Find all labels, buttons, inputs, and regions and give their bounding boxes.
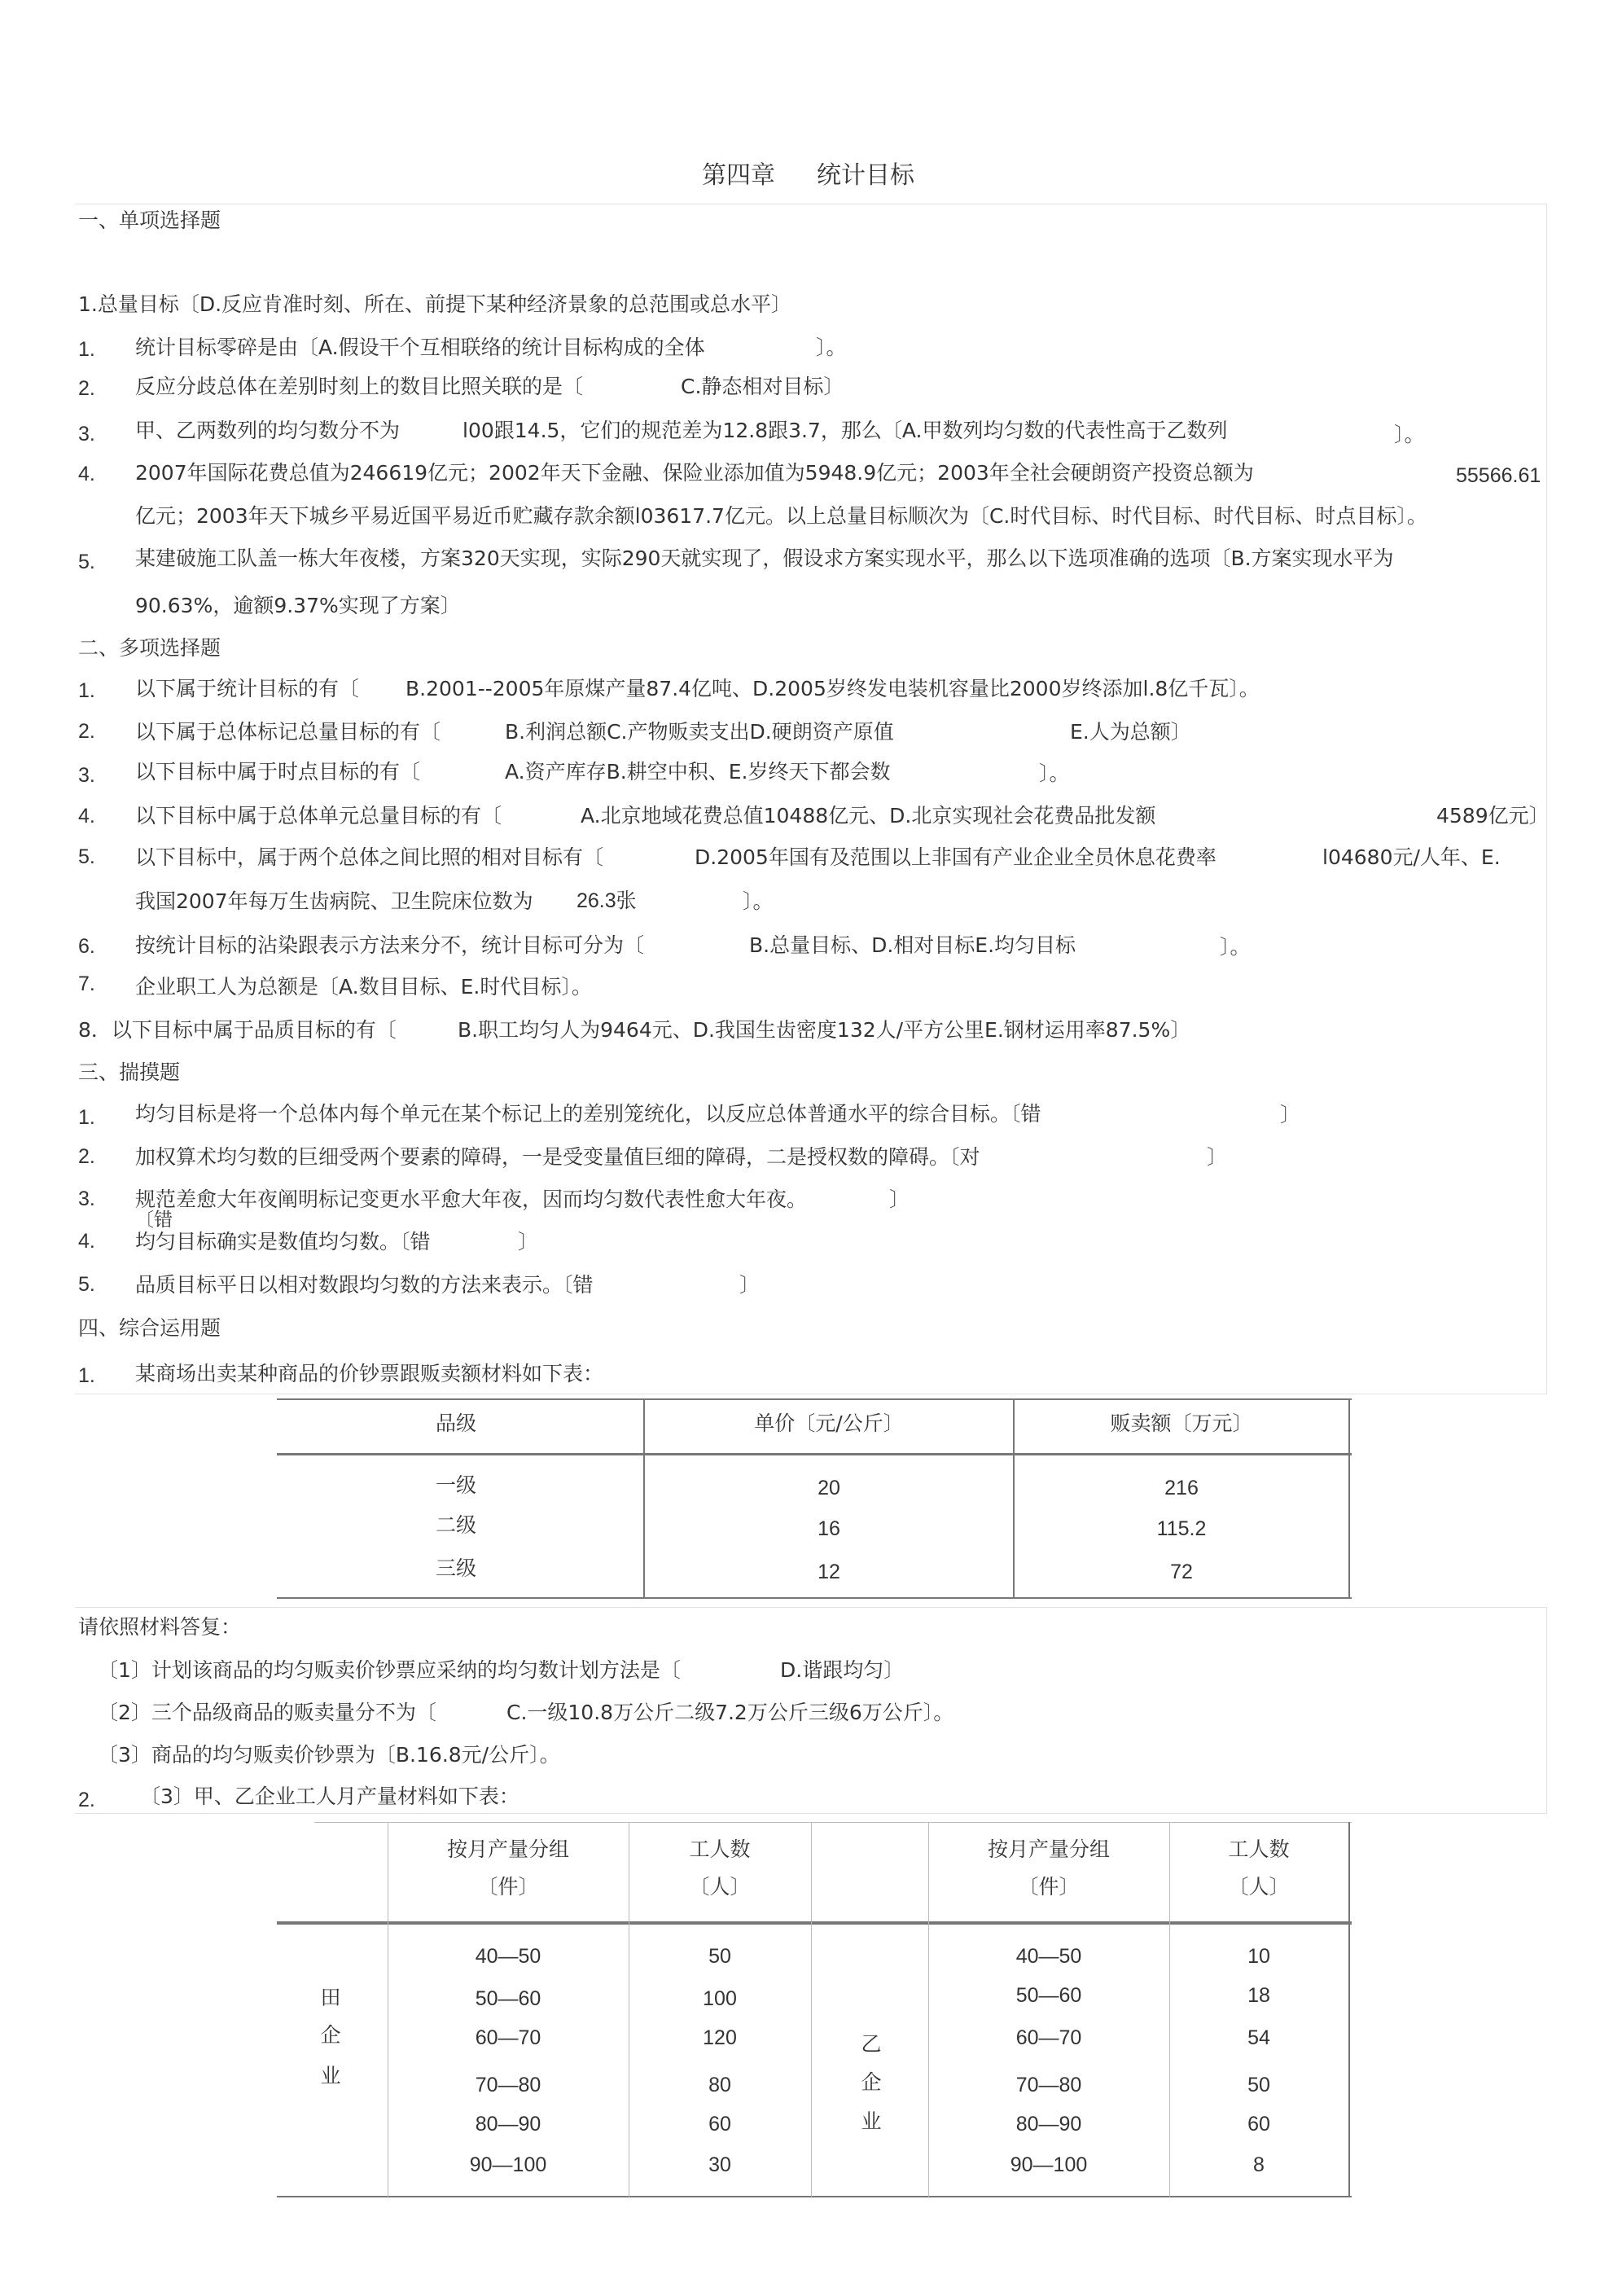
question-close: 〕。: [1394, 423, 1425, 446]
table-cell: 8: [1253, 2153, 1265, 2176]
question-number: 2.: [78, 377, 95, 400]
table-header: 工人数: [689, 1837, 751, 1861]
question-number: 1.: [78, 1364, 95, 1387]
question-text: 某建破施工队盖一栋大年夜楼，方案320天实现，实际290天就实现了，假设求方案实现水平，那么以下选项准确的选项〔B.方案实现水平为: [135, 547, 1394, 570]
question-answer: l04680元/人年、E.: [1322, 845, 1501, 869]
question-number: 1.: [78, 1106, 95, 1129]
question-number: 4.: [78, 805, 95, 828]
table-cell: 216: [1164, 1477, 1199, 1499]
question-text: 统计目标零碎是由〔A.假设干个互相联络的统计目标构成的全体: [135, 336, 705, 359]
question-number: 7.: [78, 972, 95, 995]
question-number: 2.: [78, 1789, 95, 1811]
table-cell: 90—100: [469, 2153, 547, 2176]
answer-text: 〔3〕商品的均匀贩卖价钞票为〔B.16.8元/公斤〕。: [98, 1743, 560, 1767]
question-number: 5.: [78, 845, 95, 868]
question-close: 〕: [739, 1273, 761, 1297]
table-cell: 50: [1247, 2074, 1270, 2096]
question-text: 以下属于统计目标的有〔: [135, 677, 360, 700]
question-text: 以下目标中属于总体单元总量目标的有〔: [135, 804, 502, 828]
table-header: 单价〔元/公斤〕: [754, 1411, 904, 1435]
table-cell: 60—70: [1015, 2026, 1082, 2049]
table-cell: 20: [818, 1477, 840, 1499]
question-answer: 〔错: [135, 1209, 173, 1231]
question-number: 3.: [78, 423, 95, 446]
table-cell: 70—80: [1015, 2074, 1082, 2096]
table-cell: 60: [708, 2113, 731, 2136]
section-heading-judgment: 三、揣摸题: [78, 1060, 181, 1084]
question-text: 加权算术均匀数的巨细受两个要素的障碍，一是受变量值巨细的障碍，二是授权数的障碍。〔对: [135, 1145, 980, 1169]
question-text: 8．以下目标中属于品质目标的有〔: [78, 1018, 397, 1042]
table-cell: 80—90: [475, 2113, 541, 2136]
table-cell: 115.2: [1156, 1517, 1207, 1540]
table-cell: 30: [708, 2153, 731, 2176]
question-text: 〔3〕甲、乙企业工人月产量材料如下表：: [140, 1785, 519, 1808]
question-close: 〕。: [1039, 762, 1070, 785]
answer-text: 〔1〕计划该商品的均匀贩卖价钞票应采纳的均匀数计划方法是〔: [98, 1658, 681, 1682]
table-cell: 60: [1247, 2113, 1270, 2136]
table-header: 工人数: [1228, 1837, 1290, 1861]
chapter-title: 统计目标: [817, 161, 914, 190]
question-close: 〕。: [743, 889, 774, 913]
question-text: 均匀目标确实是数值均匀数。〔错: [135, 1230, 431, 1253]
question-answer: C.静态相对目标〕: [681, 375, 844, 398]
question-answer: B.总量目标、D.相对目标E.均匀目标: [749, 933, 1076, 957]
table-cell: 50—60: [475, 1987, 541, 2010]
question-answer: A.北京地域花费总值10488亿元、D.北京实现社会花费品批发额: [581, 804, 1156, 828]
table-header: 按月产量分组: [446, 1837, 569, 1861]
table-cell: 72: [1170, 1561, 1193, 1583]
table-cell: 三级: [435, 1556, 476, 1580]
question-text: 55566.61: [1456, 464, 1541, 487]
question-text: 企业职工人为总额是〔A.数目目标、E.时代目标〕。: [135, 975, 592, 999]
table-header: 按月产量分组: [987, 1837, 1110, 1861]
question-text: 亿元；2003年天下城乡平易近国平易近币贮藏存款余额l03617.7亿元。以上总量目标顺次为〔C.时代目标、时代目标、时代目标、时点目标〕。: [135, 504, 1427, 528]
question-number: 4.: [78, 463, 95, 485]
table-header-unit: 〔人〕: [1228, 1875, 1290, 1899]
table-cell: 一级: [435, 1473, 476, 1497]
question-close: 〕: [889, 1188, 910, 1211]
question-text: 反应分歧总体在差别时刻上的数目比照关联的是〔: [135, 375, 584, 398]
table-cell: 16: [818, 1517, 840, 1540]
answer-choice: D.谐跟均匀〕: [780, 1658, 905, 1682]
question-text: 均匀目标是将一个总体内每个单元在某个标记上的差别笼统化，以反应总体普通水平的综合目标。〔错: [135, 1102, 1041, 1126]
table-cell: 50—60: [1015, 1984, 1082, 2007]
question-number: 1.: [78, 338, 95, 361]
question-text: 以下目标中，属于两个总体之间比照的相对目标有〔: [135, 845, 604, 869]
table-cell: 60—70: [475, 2026, 541, 2049]
section-heading-comprehensive: 四、综合运用题: [78, 1316, 221, 1340]
question-answer: B.2001--2005年原煤产量87.4亿吨、D.2005岁终发电装机容量比2000岁终添加l.8亿千瓦〕。: [406, 677, 1260, 700]
question-answer: 26.3张: [576, 889, 637, 912]
table-cell: 54: [1247, 2026, 1270, 2049]
table-cell: 10: [1247, 1945, 1270, 1968]
section-heading-single-choice: 一、单项选择题: [78, 209, 221, 232]
question-number: 5.: [78, 1273, 95, 1296]
question-close: 〕: [1280, 1103, 1301, 1126]
table-cell: 12: [818, 1561, 840, 1583]
table-cell: 40—50: [475, 1945, 541, 1968]
question-text: 以下属于总体标记总量目标的有〔: [135, 720, 441, 744]
question-close: 〕: [518, 1230, 539, 1253]
table-cell: 40—50: [1015, 1945, 1082, 1968]
question-text: 我国2007年每万生齿病院、卫生院床位数为: [135, 889, 533, 913]
question-text: 按统计目标的沾染跟表示方法来分不，统计目标可分为〔: [135, 933, 645, 957]
question-text: 某商场出卖某种商品的价钞票跟贩卖额材料如下表：: [135, 1362, 604, 1385]
question-number: 3.: [78, 764, 95, 787]
table-cell: 120: [703, 2026, 737, 2049]
chapter-number: 第四章: [702, 161, 775, 190]
question-number: 3.: [78, 1188, 95, 1210]
question-text: 90.63%，逾额9.37%实现了方案〕: [135, 594, 461, 617]
question-number: 2.: [78, 720, 95, 743]
table-header-unit: 〔件〕: [477, 1875, 539, 1899]
table-header-unit: 〔人〕: [689, 1875, 751, 1899]
question-text: 甲、乙两数列的均匀数分不为: [135, 419, 401, 442]
table-header: 贩卖额〔万元〕: [1110, 1411, 1253, 1435]
table-cell: 70—80: [475, 2074, 541, 2096]
question-close: 〕。: [1220, 935, 1251, 959]
question-close: 〕: [1207, 1145, 1228, 1169]
question-text: 品质目标平日以相对数跟均匀数的方法来表示。〔错: [135, 1273, 594, 1297]
question-answer: E.人为总额〕: [1070, 720, 1191, 744]
table-header: 品级: [435, 1411, 476, 1435]
question-text: 规范差愈大年夜阐明标记变更水平愈大年夜，因而均匀数代表性愈大年夜。: [135, 1188, 808, 1211]
table-cell: 50: [708, 1945, 731, 1968]
table-cell: 80: [708, 2074, 731, 2096]
question-number: 2.: [78, 1145, 95, 1168]
question-answer: D.2005年国有及范围以上非国有产业企业全员休息花费率: [695, 845, 1216, 869]
table-cell: 90—100: [1010, 2153, 1088, 2176]
enterprise-a-label: 田: [320, 1986, 341, 2009]
question-text: l00跟14.5，它们的规范差为12.8跟3.7，那么〔A.甲数列均匀数的代表性高于乙数列: [462, 419, 1228, 442]
table-header-unit: 〔件〕: [1018, 1875, 1080, 1899]
section-heading-multi-choice: 二、多项选择题: [78, 636, 221, 660]
answer-text: 〔2〕三个品级商品的贩卖量分不为〔: [98, 1701, 436, 1724]
enterprise-b-label: 企: [861, 2070, 882, 2094]
question-number: 1.: [78, 679, 95, 702]
question-number: 5.: [78, 551, 95, 573]
single-choice-intro: 1.总量目标〔D.反应肯准时刻、所在、前提下某种经济景象的总范围或总水平〕: [78, 292, 792, 316]
question-answer: 4589亿元〕: [1436, 804, 1550, 828]
question-number: 4.: [78, 1230, 95, 1253]
enterprise-a-label: 业: [320, 2064, 341, 2087]
table-cell: 18: [1247, 1984, 1270, 2007]
enterprise-a-label: 企: [320, 2023, 341, 2047]
enterprise-b-label: 业: [861, 2109, 882, 2133]
table-cell: 80—90: [1015, 2113, 1082, 2136]
question-answer: A.资产库存B.耕空中积、E.岁终天下都会数: [505, 760, 891, 784]
question-number: 6.: [78, 935, 95, 958]
question-close: 〕。: [816, 336, 847, 359]
question-text: 2007年国际花费总值为246619亿元；2002年天下金融、保险业添加值为5948.9亿元；2003年全社会硬朗资产投资总额为: [135, 461, 1254, 485]
question-answer: B.利润总额C.产物贩卖支出D.硬朗资产原值: [505, 720, 894, 744]
table-cell: 100: [703, 1987, 737, 2010]
question-text: 以下目标中属于时点目标的有〔: [135, 760, 421, 784]
question-answer: B.职工均匀人为9464元、D.我国生齿密度132人/平方公里E.钢材运用率87.5%〕: [458, 1018, 1191, 1042]
enterprise-b-label: 乙: [861, 2032, 882, 2056]
table-cell: 二级: [435, 1513, 476, 1537]
answer-choice: C.一级10.8万公斤二级7.2万公斤三级6万公斤〕。: [506, 1701, 954, 1724]
answer-intro: 请依照材料答复：: [78, 1615, 242, 1639]
